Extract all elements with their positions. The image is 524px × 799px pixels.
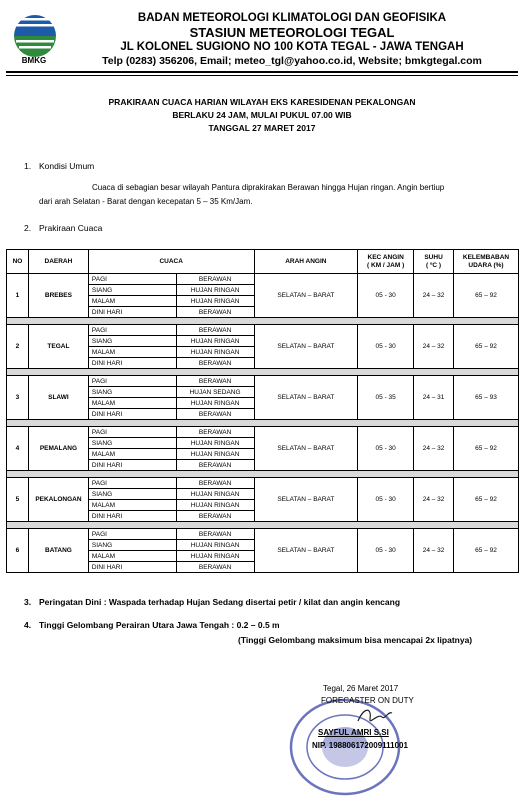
cell-lembab: 65 – 92 <box>454 274 519 318</box>
cell-period: PAGI <box>88 529 176 540</box>
cell-daerah: BREBES <box>28 274 88 318</box>
separator-cell <box>7 318 519 325</box>
cell-cuaca: HUJAN RINGAN <box>176 438 254 449</box>
cell-cuaca: BERAWAN <box>176 307 254 318</box>
header-arah: ARAH ANGIN <box>254 250 358 274</box>
station-address: JL KOLONEL SUGIONO NO 100 KOTA TEGAL - JAWA TENGAH <box>120 41 464 53</box>
row-separator <box>7 522 519 529</box>
cell-period: MALAM <box>88 296 176 307</box>
cell-cuaca: HUJAN RINGAN <box>176 398 254 409</box>
cell-cuaca: HUJAN RINGAN <box>176 551 254 562</box>
cell-arah: SELATAN – BARAT <box>254 478 358 522</box>
cell-lembab: 65 – 92 <box>454 427 519 471</box>
table-row <box>7 274 519 285</box>
cell-kec: 05 - 30 <box>358 325 414 369</box>
doc-title-line1: PRAKIRAAN CUACA HARIAN WILAYAH EKS KARESIDENAN PEKALONGAN <box>108 97 416 107</box>
cell-lembab: 65 – 92 <box>454 478 519 522</box>
cell-cuaca: BERAWAN <box>176 325 254 336</box>
row-separator <box>7 420 519 427</box>
section1-text-line2: dari arah Selatan - Barat dengan kecepatan 5 – 35 Km/Jam. <box>39 197 253 206</box>
header-rule-thick <box>6 71 518 73</box>
cell-cuaca: BERAWAN <box>176 274 254 285</box>
cell-arah: SELATAN – BARAT <box>254 274 358 318</box>
cell-arah: SELATAN – BARAT <box>254 427 358 471</box>
cell-period: DINI HARI <box>88 307 176 318</box>
cell-period: SIANG <box>88 387 176 398</box>
cell-daerah: SLAWI <box>28 376 88 420</box>
early-warning: Peringatan Dini : Waspada terhadap Hujan Sedang disertai petir / kilat dan angin kencang <box>39 597 401 607</box>
table-row <box>7 529 519 540</box>
cell-lembab: 65 – 93 <box>454 376 519 420</box>
station-contact: Telp (0283) 356206, Email; meteo_tgl@yahoo.co.id, Website; bmkgtegal.com <box>102 55 482 67</box>
cell-suhu: 24 – 32 <box>414 274 454 318</box>
separator-cell <box>7 522 519 529</box>
header-suhu: SUHU ( ºC ) <box>414 250 454 274</box>
cell-cuaca: BERAWAN <box>176 562 254 573</box>
cell-no: 6 <box>7 529 29 573</box>
cell-period: PAGI <box>88 376 176 387</box>
cell-kec: 05 - 30 <box>358 427 414 471</box>
separator-cell <box>7 420 519 427</box>
cell-lembab: 65 – 92 <box>454 325 519 369</box>
cell-no: 5 <box>7 478 29 522</box>
cell-no: 3 <box>7 376 29 420</box>
forecast-table <box>6 249 519 573</box>
cell-period: PAGI <box>88 427 176 438</box>
cell-arah: SELATAN – BARAT <box>254 529 358 573</box>
cell-suhu: 24 – 32 <box>414 427 454 471</box>
cell-period: DINI HARI <box>88 460 176 471</box>
cell-period: MALAM <box>88 398 176 409</box>
cell-daerah: PEKALONGAN <box>28 478 88 522</box>
cell-period: DINI HARI <box>88 358 176 369</box>
cell-suhu: 24 – 32 <box>414 529 454 573</box>
forecaster-name: SAYFUL AMRI S.SI <box>318 728 389 737</box>
separator-cell <box>7 471 519 478</box>
cell-no: 4 <box>7 427 29 471</box>
header-cuaca: CUACA <box>88 250 254 274</box>
doc-title-line2: BERLAKU 24 JAM, MULAI PUKUL 07.00 WIB <box>172 110 352 120</box>
section2-heading: Prakiraan Cuaca <box>39 223 103 233</box>
table-row <box>7 478 519 489</box>
cell-period: PAGI <box>88 478 176 489</box>
table-row <box>7 427 519 438</box>
cell-period: DINI HARI <box>88 562 176 573</box>
table-row <box>7 325 519 336</box>
cell-suhu: 24 – 32 <box>414 478 454 522</box>
cell-period: SIANG <box>88 489 176 500</box>
cell-period: DINI HARI <box>88 409 176 420</box>
cell-daerah: BATANG <box>28 529 88 573</box>
table-row <box>7 376 519 387</box>
cell-cuaca: HUJAN RINGAN <box>176 336 254 347</box>
cell-suhu: 24 – 31 <box>414 376 454 420</box>
section1-number: 1. <box>24 161 32 171</box>
cell-cuaca: BERAWAN <box>176 376 254 387</box>
cell-cuaca: BERAWAN <box>176 427 254 438</box>
cell-cuaca: HUJAN RINGAN <box>176 540 254 551</box>
forecaster-nip: NIP. 198806172009111001 <box>312 741 408 750</box>
logo-label: BMKG <box>21 56 47 65</box>
cell-kec: 05 - 30 <box>358 274 414 318</box>
header-lembab: KELEMBABAN UDARA (%) <box>454 250 519 274</box>
cell-arah: SELATAN – BARAT <box>254 325 358 369</box>
sign-place-date: Tegal, 26 Maret 2017 <box>323 684 399 693</box>
header-no: NO <box>7 250 29 274</box>
cell-arah: SELATAN – BARAT <box>254 376 358 420</box>
cell-cuaca: HUJAN RINGAN <box>176 296 254 307</box>
wave-height: Tinggi Gelombang Perairan Utara Jawa Tengah : 0.2 – 0.5 m <box>39 620 280 630</box>
letterhead <box>0 0 524 72</box>
cell-cuaca: BERAWAN <box>176 460 254 471</box>
station-name: STASIUN METEOROLOGI TEGAL <box>189 25 395 40</box>
cell-suhu: 24 – 32 <box>414 325 454 369</box>
wave-height-note: (Tinggi Gelombang maksimum bisa mencapai 2x lipatnya) <box>238 635 473 645</box>
doc-title-line3: TANGGAL 27 MARET 2017 <box>208 123 316 133</box>
cell-kec: 05 - 30 <box>358 478 414 522</box>
cell-kec: 05 - 30 <box>358 529 414 573</box>
cell-cuaca: BERAWAN <box>176 358 254 369</box>
cell-period: MALAM <box>88 347 176 358</box>
cell-no: 2 <box>7 325 29 369</box>
cell-daerah: TEGAL <box>28 325 88 369</box>
cell-period: SIANG <box>88 438 176 449</box>
section3-number: 3. <box>24 597 32 607</box>
section4-number: 4. <box>24 620 32 630</box>
cell-cuaca: HUJAN RINGAN <box>176 285 254 296</box>
header-rule-thin <box>6 75 518 76</box>
cell-cuaca: HUJAN RINGAN <box>176 489 254 500</box>
sign-role: FORECASTER ON DUTY <box>321 696 414 705</box>
cell-cuaca: HUJAN RINGAN <box>176 500 254 511</box>
header-kec: KEC ANGIN ( KM / JAM ) <box>358 250 414 274</box>
cell-cuaca: HUJAN SEDANG <box>176 387 254 398</box>
cell-cuaca: HUJAN RINGAN <box>176 347 254 358</box>
cell-cuaca: HUJAN RINGAN <box>176 449 254 460</box>
cell-period: PAGI <box>88 274 176 285</box>
row-separator <box>7 369 519 376</box>
section1-heading: Kondisi Umum <box>39 161 95 171</box>
row-separator <box>7 471 519 478</box>
cell-period: SIANG <box>88 336 176 347</box>
agency-name: BADAN METEOROLOGI KLIMATOLOGI DAN GEOFISIKA <box>137 12 447 24</box>
row-separator <box>7 318 519 325</box>
separator-cell <box>7 369 519 376</box>
cell-cuaca: BERAWAN <box>176 478 254 489</box>
cell-period: PAGI <box>88 325 176 336</box>
cell-daerah: PEMALANG <box>28 427 88 471</box>
cell-period: SIANG <box>88 285 176 296</box>
cell-no: 1 <box>7 274 29 318</box>
cell-cuaca: BERAWAN <box>176 529 254 540</box>
cell-period: MALAM <box>88 500 176 511</box>
cell-kec: 05 - 35 <box>358 376 414 420</box>
cell-period: SIANG <box>88 540 176 551</box>
cell-lembab: 65 – 92 <box>454 529 519 573</box>
section1-text-line1: Cuaca di sebagian besar wilayah Pantura diprakirakan Berawan hingga Hujan ringan. Angin bertiup <box>92 183 445 192</box>
signature-scribble-icon <box>354 703 394 731</box>
table-header-row <box>7 250 519 274</box>
cell-period: MALAM <box>88 449 176 460</box>
cell-cuaca: BERAWAN <box>176 409 254 420</box>
cell-period: MALAM <box>88 551 176 562</box>
section2-number: 2. <box>24 223 32 233</box>
table-body <box>7 274 519 573</box>
cell-period: DINI HARI <box>88 511 176 522</box>
header-daerah: DAERAH <box>28 250 88 274</box>
cell-cuaca: BERAWAN <box>176 511 254 522</box>
